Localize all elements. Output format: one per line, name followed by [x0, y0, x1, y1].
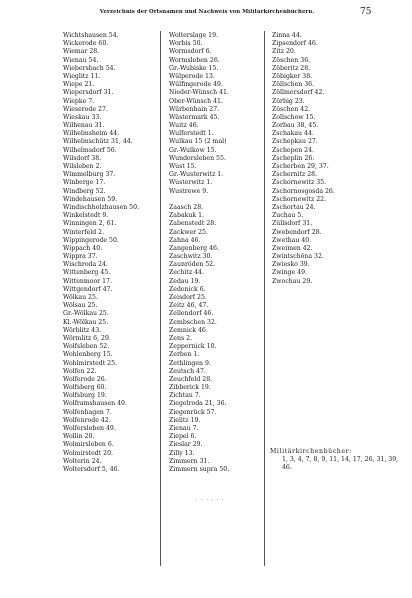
place-entry: Wusterwitz 1. [169, 179, 213, 187]
place-entry: Winterfeld 2. [63, 228, 105, 236]
place-entry: Zschernitz 28. [272, 171, 318, 179]
place-entry: Wüstermark 45. [169, 113, 220, 121]
place-entry: Wieglitz 11. [63, 72, 101, 80]
place-entry: Gr.-Wusterwitz 1. [169, 171, 224, 179]
place-entry: Zschortau 24. [272, 203, 316, 211]
column-divider-right [264, 31, 265, 566]
place-entry: Wilsleben 2. [63, 163, 102, 170]
place-entry: Zöllschen 36. [272, 81, 315, 89]
place-entry: Windehausen 59. [63, 195, 118, 203]
place-entry: Zöschen 36. [272, 56, 311, 64]
place-entry: Zollschow 15. [272, 113, 316, 121]
place-entry: Zabakuk 1. [169, 212, 204, 220]
place-entry: Wippingerode 50. [63, 236, 119, 244]
place-entry: Woltersdorf 5, 46. [63, 465, 120, 473]
place-entry: Wickerode 60. [63, 40, 109, 48]
place-entry: Wormsdorf 6. [169, 48, 212, 56]
printer-mark: · · · · · · [196, 497, 225, 503]
place-entry: Zwiesko 39. [272, 261, 310, 269]
place-entry: Züllsdorf 31. [272, 220, 313, 228]
place-entry: Zichtau 7. [169, 392, 201, 400]
place-entry: Wuitz 46. [169, 122, 199, 130]
place-entry: Zeuchfeld 28. [169, 375, 213, 383]
running-header: Verzeichnis der Ortsnamen und Nachweis von Militärkirchenbüchern. [99, 9, 315, 15]
place-entry: Wustrewe 9. [169, 187, 209, 195]
place-entry: Zielitz 19. [169, 416, 201, 424]
place-entry: Zeutsch 47. [169, 367, 206, 375]
place-entry: Zaasch 28. [169, 203, 204, 211]
place-entry: Zeitz 46, 47. [169, 302, 209, 310]
place-entry: Zöllmersdorf 42. [272, 89, 325, 97]
place-entry: Wundersleben 55. [169, 154, 226, 162]
place-entry: Zöschen 42. [272, 105, 311, 113]
place-entry: Ziepel 6. [169, 433, 197, 441]
place-entry: Windischholzhausen 50. [63, 203, 140, 211]
note-numbers: 1, 3, 4, 7, 8, 9, 11, 14, 17, 26, 31, 39, 46. [282, 456, 399, 472]
place-entry: Gr.-Wulkow 15. [169, 146, 217, 154]
place-entry: Wohlmirstedt 25. [63, 359, 118, 367]
place-entry: Wilsdorf 38. [63, 154, 102, 162]
place-entry: Zwochau 29. [272, 277, 313, 285]
place-entry: Zwebendorf 28. [272, 228, 322, 236]
place-entry: Zwintschöna 32. [272, 253, 324, 261]
place-entry: Zabenstedt 28. [169, 220, 217, 228]
place-entry: Wörblitz 43. [63, 326, 102, 334]
place-entry: Wolterslage 19. [169, 32, 219, 39]
place-entry: Zedenick 6. [169, 285, 206, 293]
place-entry: Zackwer 25. [169, 228, 208, 236]
place-entry: Zöberitz 28. [272, 64, 311, 72]
place-entry: Zuchau 5. [272, 212, 304, 220]
place-entry: Wilhelmsdorf 56. [63, 146, 117, 154]
place-entry: Wulferstedt 1. [169, 130, 214, 138]
place-entry: Wiebersbach 54. [63, 64, 116, 72]
place-entry: Wittenberg 45. [63, 269, 111, 277]
place-entry: Zwethau 40. [272, 236, 312, 244]
place-entry: Würbenhain 27. [169, 105, 220, 113]
place-entry: Zöbigker 38. [272, 72, 313, 80]
place-entry: Wolfenrode 42. [63, 416, 111, 424]
place-entry: Wörmlitz 6, 29. [63, 334, 111, 342]
place-entry: Wolframshausen 49. [63, 400, 127, 408]
place-entry: Wolfenhagen 7. [63, 408, 112, 416]
place-entry: Worbis 50. [169, 40, 203, 48]
place-entry: Wolfsleben 52. [63, 343, 110, 351]
place-entry: Ober-Wünsch 41. [169, 97, 223, 105]
place-entry: Zibberick 19. [169, 384, 211, 392]
place-list-column-2 [169, 32, 229, 474]
place-entry: Wolterin 24. [63, 457, 102, 465]
place-entry: Wölkau 25. [63, 294, 98, 301]
place-entry: Wolferode 26. [63, 375, 107, 383]
place-entry: Wolfen 22. [63, 367, 97, 375]
place-entry: Wolfsburg 19. [63, 392, 107, 400]
place-entry: Wilhelmschütz 31, 44. [63, 138, 133, 146]
place-entry: Zeisdorf 25. [169, 294, 207, 301]
place-entry: Ziegenrück 57. [169, 408, 217, 416]
place-entry: Zembschen 32. [169, 318, 217, 326]
place-entry: Wölsau 25. [63, 302, 98, 310]
place-entry: Zeppernick 10. [169, 343, 217, 351]
place-entry: Wittenmoor 17. [63, 277, 112, 285]
place-entry: Wippach 40. [63, 244, 103, 252]
place-entry: Wohlenberg 15. [63, 351, 113, 359]
place-entry: Wieserode 27. [63, 105, 108, 113]
place-entry: Zschornosgosda 26. [272, 187, 335, 195]
place-entry: Nieder-Wünsch 41. [169, 89, 229, 97]
place-entry: Zschepen 24. [272, 146, 315, 154]
place-entry: Zechitz 44. [169, 269, 204, 277]
place-entry: Zilly 13. [169, 449, 195, 457]
place-entry: Zschepkau 27. [272, 138, 318, 146]
place-entry: Zens 2. [169, 334, 192, 342]
place-entry: Zschakau 44. [272, 130, 314, 138]
place-entry: Wolfsberg 60. [63, 384, 107, 392]
place-entry: Zschornewitz 35. [272, 179, 327, 187]
column-divider-left [160, 31, 161, 566]
place-entry: Zweimen 42. [272, 244, 313, 252]
place-entry: Windberg 52. [63, 187, 106, 195]
place-list-column-1 [63, 32, 139, 474]
place-entry: Winkelstedt 9. [63, 212, 109, 220]
place-entry: Zscheplin 26. [272, 154, 315, 162]
place-entry: Winningen 2, 61. [63, 220, 117, 228]
place-entry: Zaschwitz 30. [169, 253, 213, 261]
place-entry: Gr.-Wubiske 15. [169, 64, 219, 72]
place-entry: Wiepe 21. [63, 81, 95, 89]
place-entry: Zwinge 49. [272, 269, 307, 277]
place-entry: Zschornewitz 22. [272, 195, 327, 203]
place-entry: Wippra 37. [63, 253, 98, 261]
place-entry: Zimmern supra 50. [169, 465, 230, 473]
list-spacer [169, 196, 229, 204]
place-entry: Kl.-Wölkau 25. [63, 318, 109, 326]
place-entry: Wittgendorf 47. [63, 285, 113, 293]
place-entry: Zienau 7. [169, 425, 199, 432]
military-church-books-note [270, 448, 400, 473]
place-entry: Zscherben 29, 37. [272, 163, 329, 170]
place-entry: Wiepersdorf 31. [63, 89, 114, 97]
place-entry: Wolmirstedt 20. [63, 449, 114, 457]
place-entry: Zedau 19. [169, 277, 201, 285]
place-list-column-3 [272, 32, 335, 286]
place-entry: Wiepke 7. [63, 97, 95, 105]
page-number: 75 [360, 7, 372, 17]
place-entry: Winberge 17. [63, 179, 106, 187]
place-entry: Wollin 20. [63, 433, 95, 441]
place-entry: Wischroda 24. [63, 261, 108, 269]
place-entry: Zipsendorf 46. [272, 40, 318, 48]
place-entry: Wichtshausen 54. [63, 32, 119, 39]
place-entry: Zaunröden 52. [169, 261, 216, 269]
place-entry: Gr.-Wölkau 25. [63, 310, 109, 318]
place-entry: Zethlingen 9. [169, 359, 211, 367]
place-entry: Wolmirsleben 6. [63, 441, 114, 449]
place-entry: Zahna 46. [169, 236, 201, 244]
place-entry: Zörbig 23. [272, 97, 305, 105]
place-entry: Wiemar 28. [63, 48, 100, 56]
place-entry: Wulkau 15 (2 mal) [169, 138, 227, 146]
place-entry: Wieskau 33. [63, 113, 102, 121]
place-entry: Wolfersleben 49. [63, 425, 116, 432]
place-entry: Zerben 1. [169, 351, 200, 359]
place-entry: Wülfingerode 49. [169, 81, 223, 89]
place-entry: Wimmelburg 37. [63, 171, 116, 179]
place-entry: Wust 15. [169, 163, 197, 170]
place-entry: Wienau 54. [63, 56, 99, 64]
place-entry: Zimmern 31. [169, 457, 210, 465]
place-entry: Ziegelroda 21, 36. [169, 400, 227, 408]
note-title: Militärkirchenbücher: [270, 448, 352, 455]
place-entry: Zinna 44. [272, 32, 302, 39]
place-entry: Zellendorf 46. [169, 310, 214, 318]
place-entry: Zieslar 29. [169, 441, 203, 449]
place-entry: Wilhenau 31. [63, 122, 105, 130]
place-entry: Zitz 20. [272, 48, 296, 56]
place-entry: Wülperode 13. [169, 72, 215, 80]
place-entry: Wilhelmsheim 44. [63, 130, 120, 138]
place-entry: Zorbau 38, 45. [272, 122, 319, 130]
place-entry: Wormsleben 26. [169, 56, 220, 64]
place-entry: Zemnick 46. [169, 326, 208, 334]
place-entry: Zangenberg 46. [169, 244, 219, 252]
